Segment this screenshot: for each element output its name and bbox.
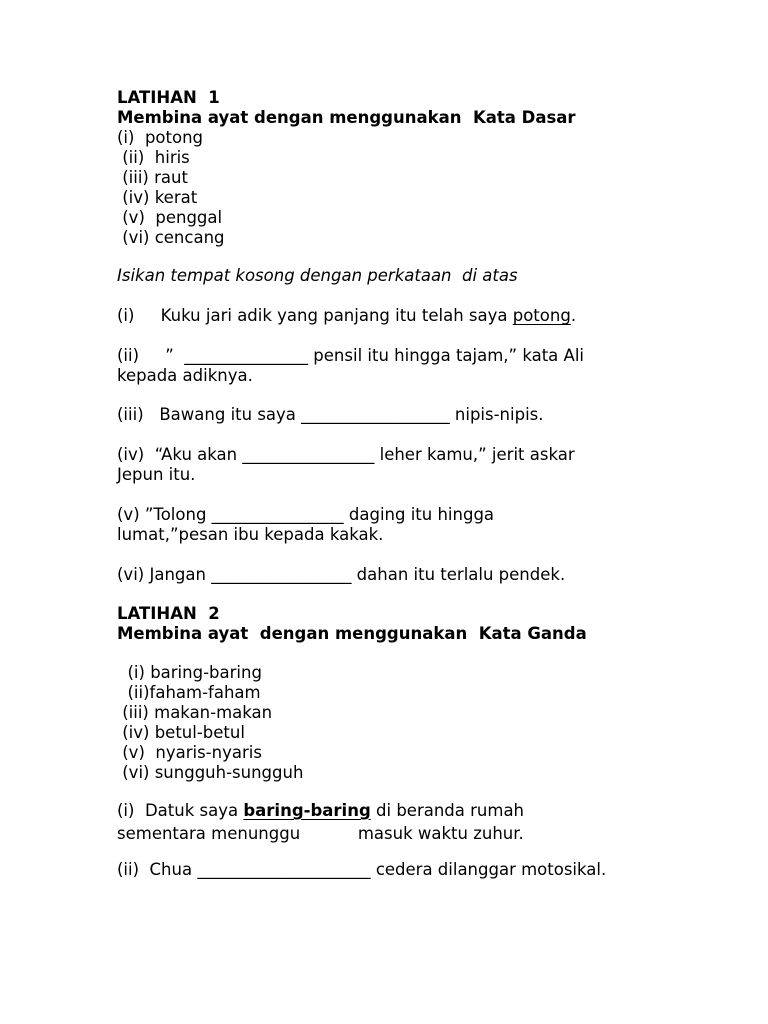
word-list-item: (i) baring-baring [117, 663, 262, 682]
word-list-item: (iii) makan-makan [117, 703, 273, 722]
question-5-line-1: (v) ”Tolong ________________ daging itu hingga [117, 505, 495, 524]
question-text-end: di beranda rumah [370, 801, 525, 820]
question-6-line-1: (vi) Jangan _________________ dahan itu terlalu pendek. [117, 565, 566, 584]
word-list-item: (v) penggal [117, 208, 223, 227]
word-list-item: (iii) raut [117, 168, 188, 187]
answer-text: baring-baring [243, 801, 371, 820]
question-2-line-2: kepada adiknya. [117, 366, 253, 385]
word-list-item: (iv) kerat [117, 188, 198, 207]
question-2-line-1: (ii) Chua _____________________ cedera dilanggar motosikal. [117, 860, 607, 879]
question-3-line-1: (iii) Bawang itu saya __________________ nipis-nipis. [117, 405, 544, 424]
latihan-1-heading: LATIHAN 1 [117, 88, 220, 107]
instruction-text: Isikan tempat kosong dengan perkataan di atas [117, 266, 518, 285]
question-1 [117, 801, 524, 821]
question-4-line-1: (iv) “Aku akan ________________ leher kamu,” jerit askar [117, 445, 575, 464]
word-list-item: (iv) betul-betul [117, 723, 245, 742]
latihan-2-heading: LATIHAN 2 [117, 604, 220, 623]
question-1-line-2: sementara menunggu masuk waktu zuhur. [117, 824, 524, 843]
question-5-line-2: lumat,”pesan ibu kepada kakak. [117, 525, 384, 544]
question-text-end: . [570, 306, 577, 325]
word-list-item: (vi) cencang [117, 228, 225, 247]
question-2-line-1: (ii) ” _______________ pensil itu hingga tajam,” kata Ali [117, 346, 584, 365]
question-text: (i) Datuk saya [117, 801, 244, 820]
word-list-item: (vi) sungguh-sungguh [117, 763, 304, 782]
question-4-line-2: Jepun itu. [117, 465, 196, 484]
word-list-item: (ii)faham-faham [117, 683, 261, 702]
answer-text: potong [512, 306, 571, 325]
word-list-item: (v) nyaris-nyaris [117, 743, 262, 762]
latihan-2-subheading: Membina ayat dengan menggunakan Kata Ganda [117, 624, 587, 643]
word-list-item: (ii) hiris [117, 148, 190, 167]
word-list-item: (i) potong [117, 128, 204, 147]
question-text: (i) Kuku jari adik yang panjang itu telah saya [117, 306, 513, 325]
question-1 [117, 306, 576, 326]
latihan-1-subheading: Membina ayat dengan menggunakan Kata Dasar [117, 108, 576, 127]
